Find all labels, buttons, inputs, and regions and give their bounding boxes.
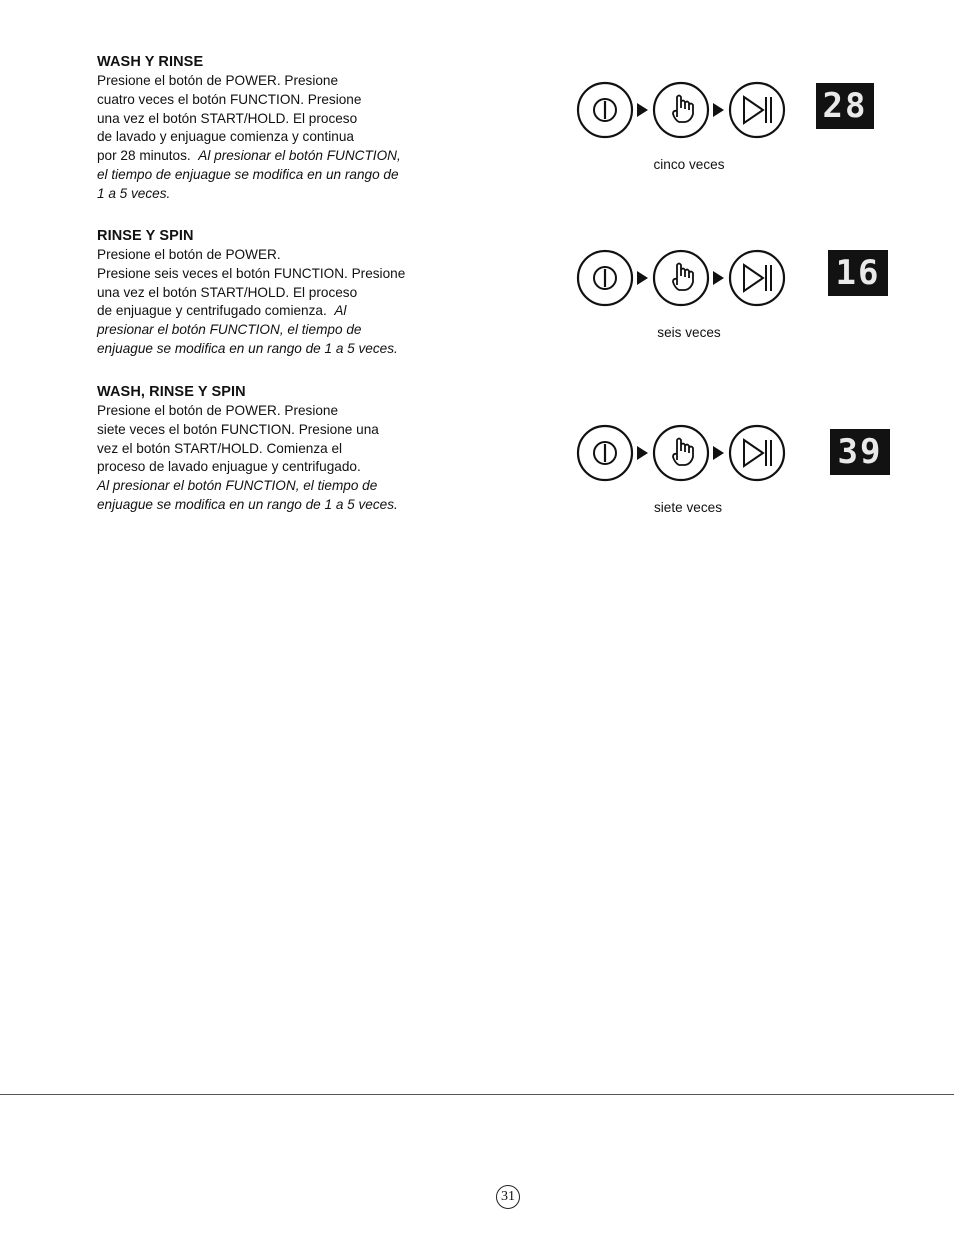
display-value: 16 — [835, 253, 881, 293]
arrow-icon — [713, 446, 724, 460]
button-sequence — [575, 80, 797, 140]
text-line: de lavado y enjuague comienza y continua — [97, 129, 354, 145]
function-button-icon — [654, 251, 708, 305]
caption: seis veces — [657, 325, 721, 340]
start-hold-button-icon — [730, 426, 784, 480]
text-line — [97, 302, 447, 321]
display-value: 28 — [822, 86, 868, 126]
text-segment: de enjuague y centrifugado comienza. — [97, 303, 327, 319]
button-sequence — [575, 423, 797, 483]
text-line: Presione el botón de POWER. Presione — [97, 403, 339, 418]
start-hold-button-icon — [730, 251, 784, 305]
start-hold-button-icon — [730, 83, 784, 137]
power-button-icon — [578, 426, 632, 480]
section-rinse-spin — [97, 227, 447, 359]
text-line: siete veces el botón FUNCTION. Presione una — [97, 421, 379, 437]
time-display — [816, 83, 874, 129]
italic-line: enjuague se modifica en un rango de 1 a 5 veces. — [97, 496, 398, 512]
text-line: Presione seis veces el botón FUNCTION. Presione — [97, 265, 406, 281]
caption: siete veces — [653, 500, 722, 515]
section-title: WASH Y RINSE — [97, 54, 204, 70]
text-line: una vez el botón START/HOLD. El proceso — [97, 284, 358, 300]
section-title: RINSE Y SPIN — [97, 228, 194, 244]
text-segment: por 28 minutos. — [97, 148, 191, 164]
page-number: 31 — [496, 1185, 520, 1209]
power-button-icon — [578, 251, 632, 305]
arrow-icon — [637, 446, 648, 460]
italic-line: 1 a 5 veces. — [97, 185, 171, 201]
function-button-icon — [654, 426, 708, 480]
italic-line: enjuague se modifica en un rango de 1 a 5 veces. — [97, 340, 398, 356]
footer-divider — [0, 1094, 954, 1095]
section-title: WASH, RINSE Y SPIN — [97, 384, 246, 400]
text-line: cuatro veces el botón FUNCTION. Presione — [97, 91, 362, 107]
arrow-icon — [713, 103, 724, 117]
text-line: proceso de lavado enjuague y centrifugado. — [97, 459, 361, 475]
display-value: 39 — [837, 432, 883, 472]
arrow-icon — [637, 103, 648, 117]
power-button-icon — [578, 83, 632, 137]
time-display — [830, 429, 890, 475]
text-line — [97, 147, 447, 166]
arrow-icon — [713, 271, 724, 285]
section-wash-rinse-spin — [97, 383, 447, 515]
text-line: Presione el botón de POWER. Presione — [97, 73, 339, 88]
section-wash-rinse — [97, 53, 447, 204]
italic-segment: Al — [334, 303, 347, 319]
italic-line: Al presionar el botón FUNCTION, el tiempo de — [97, 478, 378, 494]
arrow-icon — [637, 271, 648, 285]
text-line: Presione el botón de POWER. — [97, 247, 281, 262]
time-display — [828, 250, 888, 296]
button-sequence — [575, 248, 797, 308]
caption: cinco veces — [653, 157, 725, 172]
text-line: vez el botón START/HOLD. Comienza el — [97, 440, 343, 456]
text-line: una vez el botón START/HOLD. El proceso — [97, 110, 358, 126]
italic-segment: Al presionar el botón FUNCTION, — [198, 148, 401, 164]
function-button-icon — [654, 83, 708, 137]
italic-line: el tiempo de enjuague se modifica en un rango de — [97, 166, 399, 182]
italic-line: presionar el botón FUNCTION, el tiempo de — [97, 322, 362, 338]
